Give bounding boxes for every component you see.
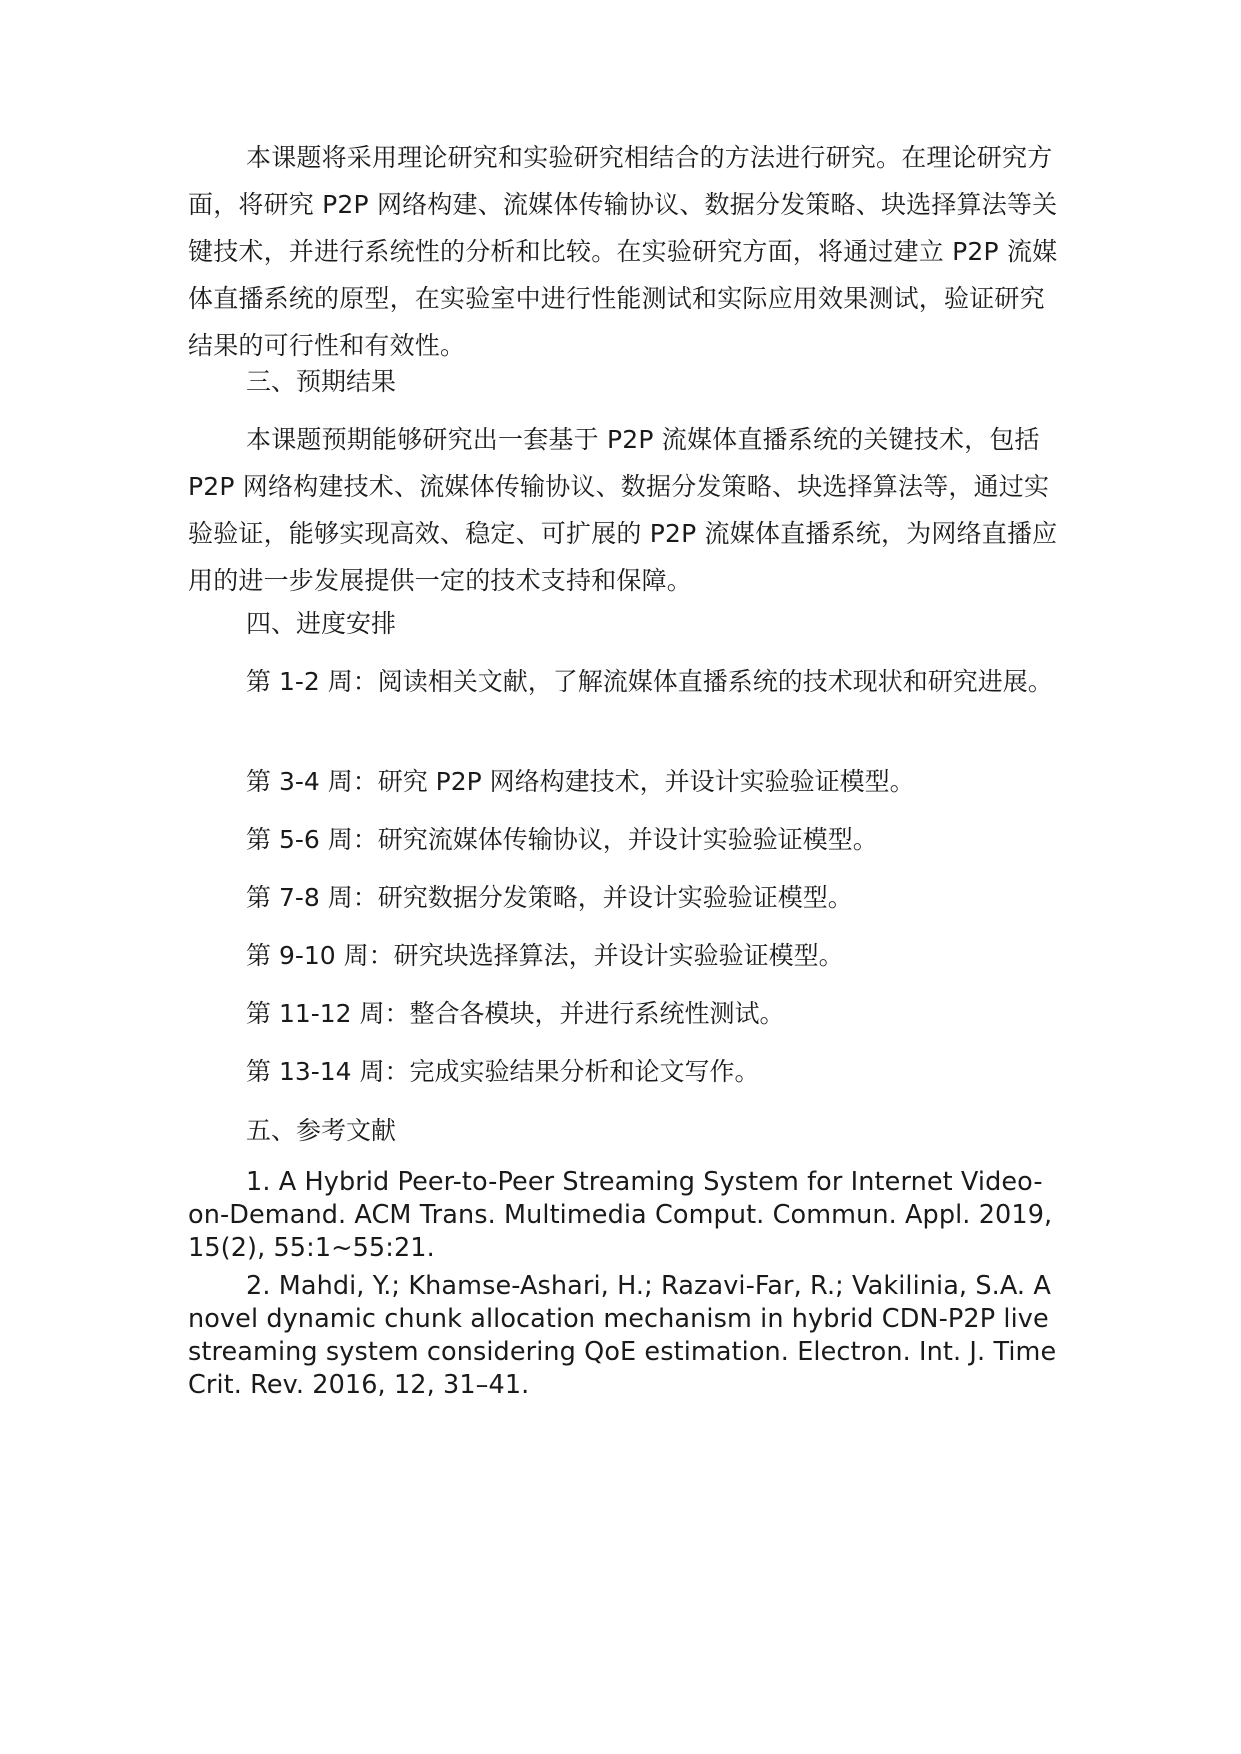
schedule-item: 第 7-8 周：研究数据分发策略，并设计实验验证模型。 xyxy=(246,883,853,912)
section-heading-expected-results: 三、预期结果 xyxy=(246,367,397,396)
schedule-item: 第 3-4 周：研究 P2P 网络构建技术，并设计实验验证模型。 xyxy=(246,767,915,796)
section-heading-references: 五、参考文献 xyxy=(246,1116,397,1145)
schedule-item: 第 9-10 周：研究块选择算法，并设计实验验证模型。 xyxy=(246,941,844,970)
schedule-item: 第 5-6 周：研究流媒体传输协议，并设计实验验证模型。 xyxy=(246,825,878,854)
method-paragraph: 本课题将采用理论研究和实验研究相结合的方法进行研究。在理论研究方面，将研究 P2P 网络构建、流媒体传输协议、数据分发策略、块选择算法等关键技术，并进行系统性的分析和比较。在实验研究方面，将通过建立 P2P 流媒体直播系统的原型，在实验室中进行性能测试和实际应用效果测试，验证研究结果的可行性和有效性。 xyxy=(188,143,1058,360)
reference-item: 2. Mahdi, Y.; Khamse-Ashari, H.; Razavi-Far, R.; Vakilinia, S.A. A novel dynamic chunk allocation mechanism in hybrid CDN-P2P live streaming system considering QoE estimation. Electron. Int. J. Time Crit. Rev. 2016, 12, 31–41. xyxy=(188,1271,1057,1400)
section-heading-schedule: 四、进度安排 xyxy=(246,609,397,638)
schedule-item: 第 11-12 周：整合各模块，并进行系统性测试。 xyxy=(246,999,785,1028)
schedule-item: 第 1-2 周：阅读相关文献，了解流媒体直播系统的技术现状和研究进展。 xyxy=(246,667,1053,696)
expected-results-paragraph: 本课题预期能够研究出一套基于 P2P 流媒体直播系统的关键技术，包括 P2P 网络构建技术、流媒体传输协议、数据分发策略、块选择算法等，通过实验验证，能够实现高效、稳定、可扩展的 P2P 流媒体直播系统，为网络直播应用的进一步发展提供一定的技术支持和保障。 xyxy=(188,425,1058,595)
reference-item: 1. A Hybrid Peer-to-Peer Streaming System for Internet Video-on-Demand. ACM Trans. Multimedia Comput. Commun. Appl. 2019, 15(2), 55:1~55:21. xyxy=(188,1167,1053,1263)
schedule-item: 第 13-14 周：完成实验结果分析和论文写作。 xyxy=(246,1057,760,1086)
